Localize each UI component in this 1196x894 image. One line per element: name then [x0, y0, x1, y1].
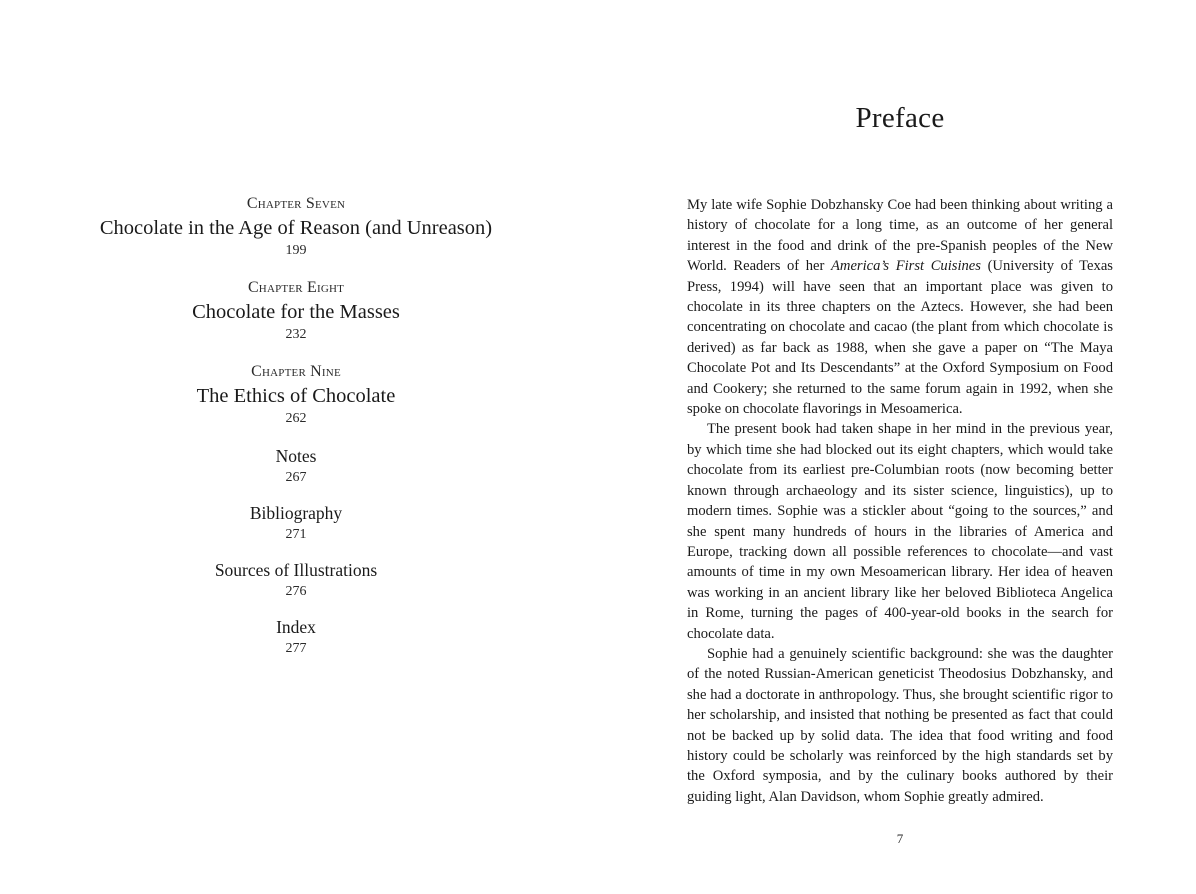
chapter-page-number: 262 [285, 411, 307, 426]
page-title: Preface [855, 102, 945, 134]
toc-notes [0, 445, 592, 488]
back-matter-title: Index [276, 617, 316, 637]
toc-sources-of-illustrations [0, 559, 592, 602]
chapter-label: Chapter Nine [251, 363, 341, 380]
back-matter-title: Sources of Illustrations [214, 560, 378, 580]
preface-page [600, 0, 1196, 894]
back-matter-title: Bibliography [249, 503, 343, 523]
contents-page [0, 0, 592, 894]
back-matter-title: Notes [275, 446, 317, 466]
paragraph-text: My late wife Sophie Dobzhansky Coe had been thinking about writing a history of chocolate for a long time, as an outcome of her general interest in the food and drink of the pre-Spanish peoples of the New World. Readers of her [687, 197, 1113, 275]
toc-chapter-seven [0, 193, 592, 261]
paragraph: Sophie had a genuinely scientific background: she was the daughter of the noted Russian-American geneticist Theodosius Dobzhansky, and she had a doctorate in anthropology. Thus, she brought scientific rigor to her scholarship, and insisted that nothing be presented as fact that could not be backed up by solid data. The idea that food writing and food history could be scholarly was reinforced by the high standards set by the Oxford symposia, and by the culinary books authored by their guiding light, Alan Davidson, whom Sophie greatly admired. [687, 645, 1113, 805]
toc-chapter-nine [0, 361, 592, 429]
paragraph [687, 195, 1113, 419]
chapter-label: Chapter Eight [247, 279, 345, 296]
back-matter-page-number: 267 [285, 470, 307, 485]
chapter-label: Chapter Seven [246, 195, 346, 212]
toc-bibliography [0, 502, 592, 545]
chapter-title: The Ethics of Chocolate [196, 385, 396, 407]
book-title: America’s First Cuisines [831, 258, 981, 275]
back-matter-page-number: 277 [285, 641, 307, 656]
chapter-title: Chocolate for the Masses [192, 301, 400, 323]
toc-index [0, 616, 592, 659]
back-matter-page-number: 271 [285, 527, 307, 542]
table-of-contents [0, 193, 592, 673]
chapter-page-number: 199 [285, 243, 307, 258]
chapter-page-number: 232 [285, 327, 307, 342]
preface-body [687, 195, 1113, 807]
paragraph: The present book had taken shape in her mind in the previous year, by which time she had blocked out its eight chapters, which would take chocolate from its earliest pre-Columbian roots (now becoming better known through archaeology and its sister science, linguistics), up to modern times. Sophie was a stickler about “going to the sources,” and she spent many hundreds of hours in the libraries of America and Europe, tracking down all possible references to chocolate—and vast amounts of time in my own Mesoamerican library. Her idea of heaven was working in an ancient library like her beloved Biblioteca Angelica in Rome, turning the pages of 400-year-old books in the search for chocolate data. [687, 421, 1113, 642]
paragraph-text: (University of Texas Press, 1994) will have seen that an important place was given to chocolate in its three chapters on the Aztecs. However, she had been concentrating on chocolate and cacao (the plant from which chocolate is derived) as far back as 1988, when she gave a paper on “The Maya Chocolate Pot and Its Descendants” at the Oxford Symposium on Food and Cookery; she returned to the same forum again in 1992, when she spoke on chocolate flavorings in Mesoamerica. [687, 258, 1113, 418]
page-number: 7 [896, 831, 904, 846]
back-matter-page-number: 276 [285, 584, 307, 599]
toc-chapter-eight [0, 277, 592, 345]
chapter-title: Chocolate in the Age of Reason (and Unreason) [99, 217, 493, 239]
